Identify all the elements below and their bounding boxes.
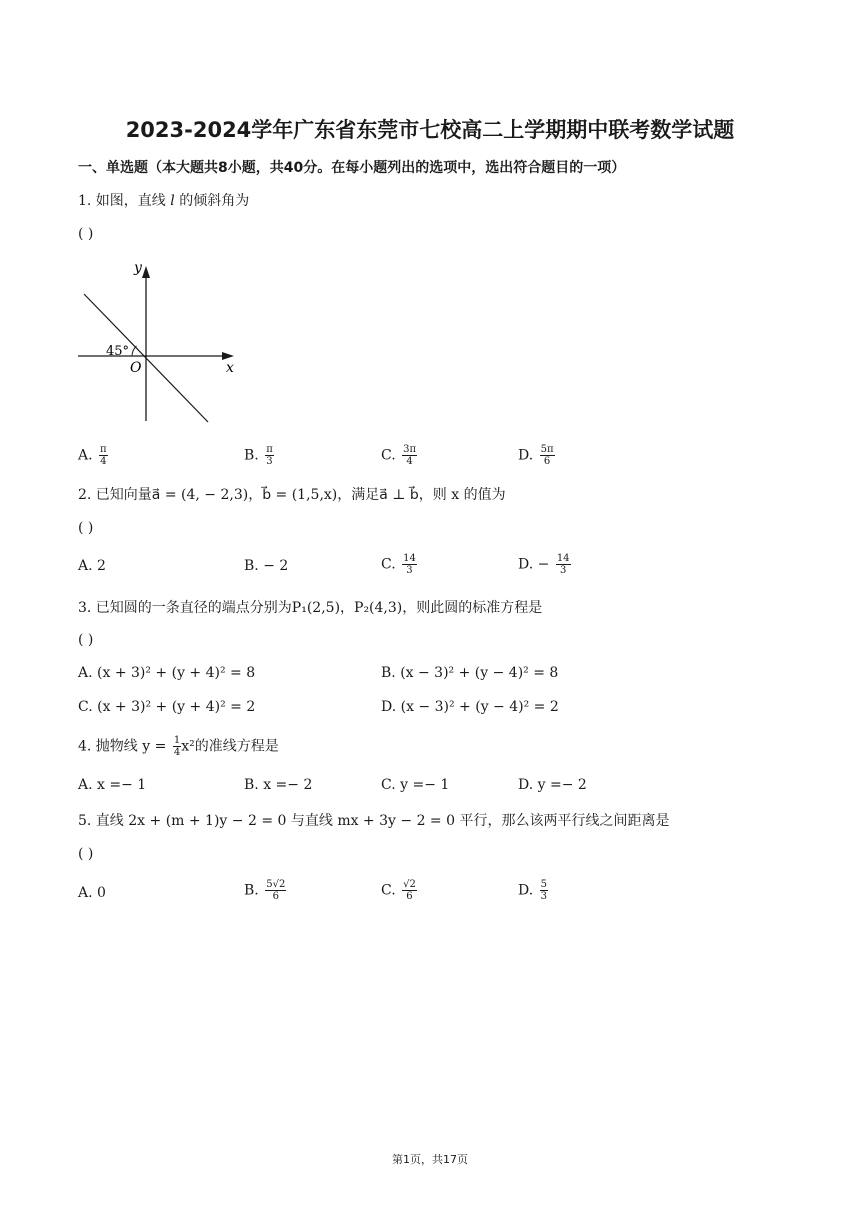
q4-stem: 4. 抛物线 y = $\frac{1}{4}$ x²的准线方程是 (78, 735, 279, 758)
y-axis-label: y (134, 260, 142, 276)
q5-option-a: A. 0 (78, 885, 106, 901)
q1-option-b: B. $\frac{\pi}{3}$ (244, 444, 273, 467)
y-axis-arrow (142, 266, 150, 278)
q4-option-a: A. x =− 1 (78, 777, 147, 793)
page-title: 2023-2024学年广东省东莞市七校高二上学期期中联考数学试题 (125, 118, 735, 142)
q5-option-d: D. $\frac{5}{3}$ (518, 879, 548, 902)
q2-option-a: A. 2 (78, 558, 106, 574)
angle-label: 45° (106, 344, 130, 359)
section-heading: 一、单选题（本大题共8小题，共40分。在每小题列出的选项中，选出符合题目的一项） (78, 160, 626, 176)
q1-answer-paren: ( ) (78, 226, 94, 242)
q2-option-c: C. $\frac{14}{3}$ (381, 553, 416, 576)
q2-stem: 2. 已知向量a⃗ = (4, − 2,3)，b⃗ = (1,5,x)，满足a⃗ ⊥ b⃗，则 x 的值为 (78, 487, 506, 503)
q5-option-c: C. $\frac{√2}{6}$ (381, 879, 416, 902)
q3-option-a: A. (x + 3)² + (y + 4)² = 8 (78, 665, 256, 681)
q4-option-b: B. x =− 2 (244, 777, 313, 793)
q3-answer-paren: ( ) (78, 632, 94, 648)
q2-option-b: B. − 2 (244, 558, 289, 574)
page-footer: 第1页，共17页 (392, 1153, 468, 1166)
q3-option-c: C. (x + 3)² + (y + 4)² = 2 (78, 699, 256, 715)
q2-option-d: D. − $\frac{14}{3}$ (518, 553, 570, 576)
q5-answer-paren: ( ) (78, 846, 94, 862)
q1-figure (72, 256, 252, 426)
q1-stem: 1. 如图，直线 l 的倾斜角为 (78, 193, 250, 209)
q5-stem: 5. 直线 2x + (m + 1)y − 2 = 0 与直线 mx + 3y − 2 = 0 平行，那么该两平行线之间距离是 (78, 813, 670, 829)
origin-label: O (130, 360, 142, 376)
q3-stem: 3. 已知圆的一条直径的端点分别为P₁(2,5)，P₂(4,3)，则此圆的标准方程是 (78, 600, 543, 616)
q5-option-b: B. $\frac{5√2}{6}$ (244, 879, 286, 902)
q1-option-a: A. $\frac{\pi}{4}$ (78, 444, 107, 467)
q1-option-c: C. $\frac{3\pi}{4}$ (381, 444, 417, 467)
q4-option-d: D. y =− 2 (518, 777, 587, 793)
q4-option-c: C. y =− 1 (381, 777, 450, 793)
q3-option-b: B. (x − 3)² + (y − 4)² = 8 (381, 665, 559, 681)
x-axis-arrow (222, 352, 234, 360)
x-axis-label: x (226, 360, 234, 376)
q2-answer-paren: ( ) (78, 520, 94, 536)
q1-option-d: D. $\frac{5\pi}{6}$ (518, 444, 554, 467)
q3-option-d: D. (x − 3)² + (y − 4)² = 2 (381, 699, 559, 715)
